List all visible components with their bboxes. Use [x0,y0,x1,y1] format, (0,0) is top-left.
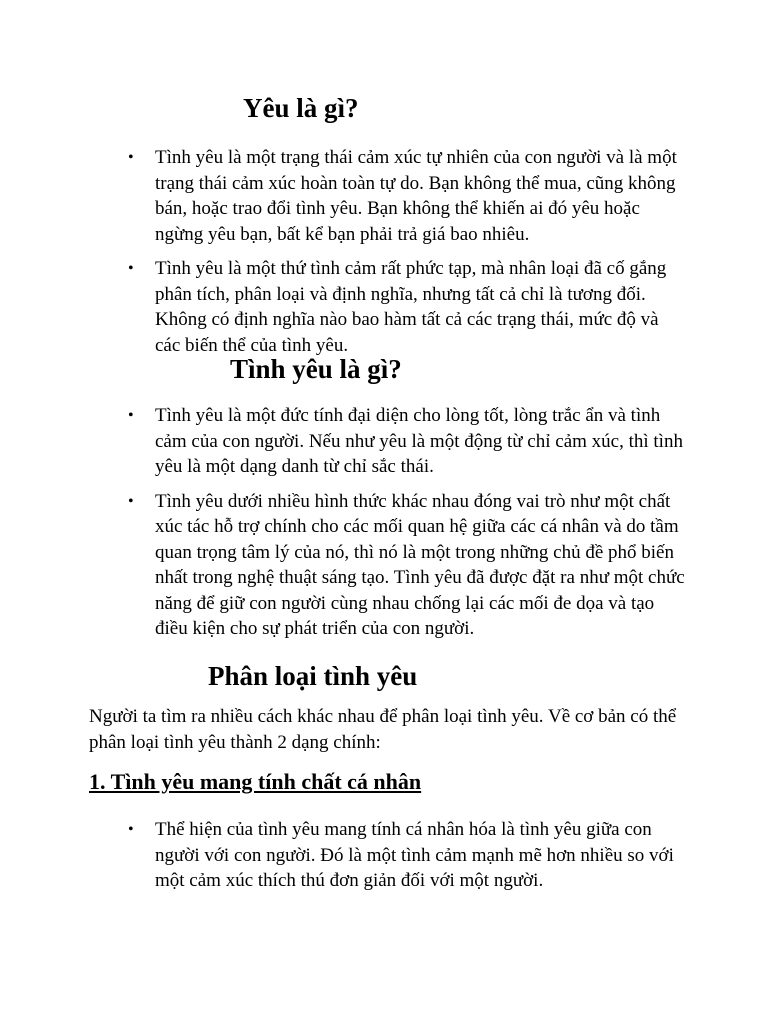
list-item-text: Tình yêu là một đức tính đại diện cho lòng tốt, lòng trắc ẩn và tình cảm của con người. Nếu như yêu là một động từ chỉ cảm xúc, thì tình yêu là một dạng danh từ chỉ sắc thái. [155,405,683,477]
bullet-icon: • [128,821,134,838]
heading-yeu-la-gi: Yêu là gì? [243,93,359,123]
bullet-list-1 [0,145,685,367]
bullet-icon: • [128,149,134,166]
heading-phan-loai-tinh-yeu: Phân loại tình yêu [208,661,418,691]
list-item-text: Thể hiện của tình yêu mang tính cá nhân hóa là tình yêu giữa con người với con người. Đó là một tình cảm mạnh mẽ hơn nhiều so với một cảm xúc thích thú đơn giản đối với một người. [155,819,674,891]
bullet-list-3 [0,817,685,903]
subheading-personal-love: 1. Tình yêu mang tính chất cá nhân [89,769,422,794]
bullet-icon: • [128,492,134,510]
heading-tinh-yeu-la-gi: Tình yêu là gì? [230,354,402,384]
intro-paragraph: Người ta tìm ra nhiều cách khác nhau để phân loại tình yêu. Về cơ bản có thể phân loại tình yêu thành 2 dạng chính: [89,706,677,753]
list-item [0,256,685,358]
list-item [0,489,685,642]
list-item-text: Tình yêu dưới nhiều hình thức khác nhau đóng vai trò như một chất xúc tác hỗ trợ chính cho các mối quan hệ giữa các cá nhân và do tầm quan trọng tâm lý của nó, thì nó là một trong những chủ đề phổ biến nhất trong nghệ thuật sáng tạo. Tình yêu đã được đặt ra như một chức năng để giữ con người cùng nhau chống lại các mối đe dọa và tạo điều kiện cho sự phát triển của con người. [155,490,685,639]
bullet-list-2 [0,403,685,651]
list-item [0,145,685,247]
list-item [0,403,685,480]
list-item [0,817,685,894]
list-item-text: Tình yêu là một thứ tình cảm rất phức tạp, mà nhân loại đã cố gắng phân tích, phân loại và định nghĩa, nhưng tất cả chỉ là tương đối. Không có định nghĩa nào bao hàm tất cả các trạng thái, mức độ và các biến thể của tình yêu. [155,258,667,356]
bullet-icon: • [128,407,134,424]
bullet-icon: • [128,260,134,277]
list-item-text: Tình yêu là một trạng thái cảm xúc tự nhiên của con người và là một trạng thái cảm xúc hoàn toàn tự do. Bạn không thể mua, cũng không bán, hoặc trao đổi tình yêu. Bạn không thể khiến ai đó yêu hoặc ngừng yêu bạn, bất kể bạn phải trả giá bao nhiêu. [155,147,677,245]
